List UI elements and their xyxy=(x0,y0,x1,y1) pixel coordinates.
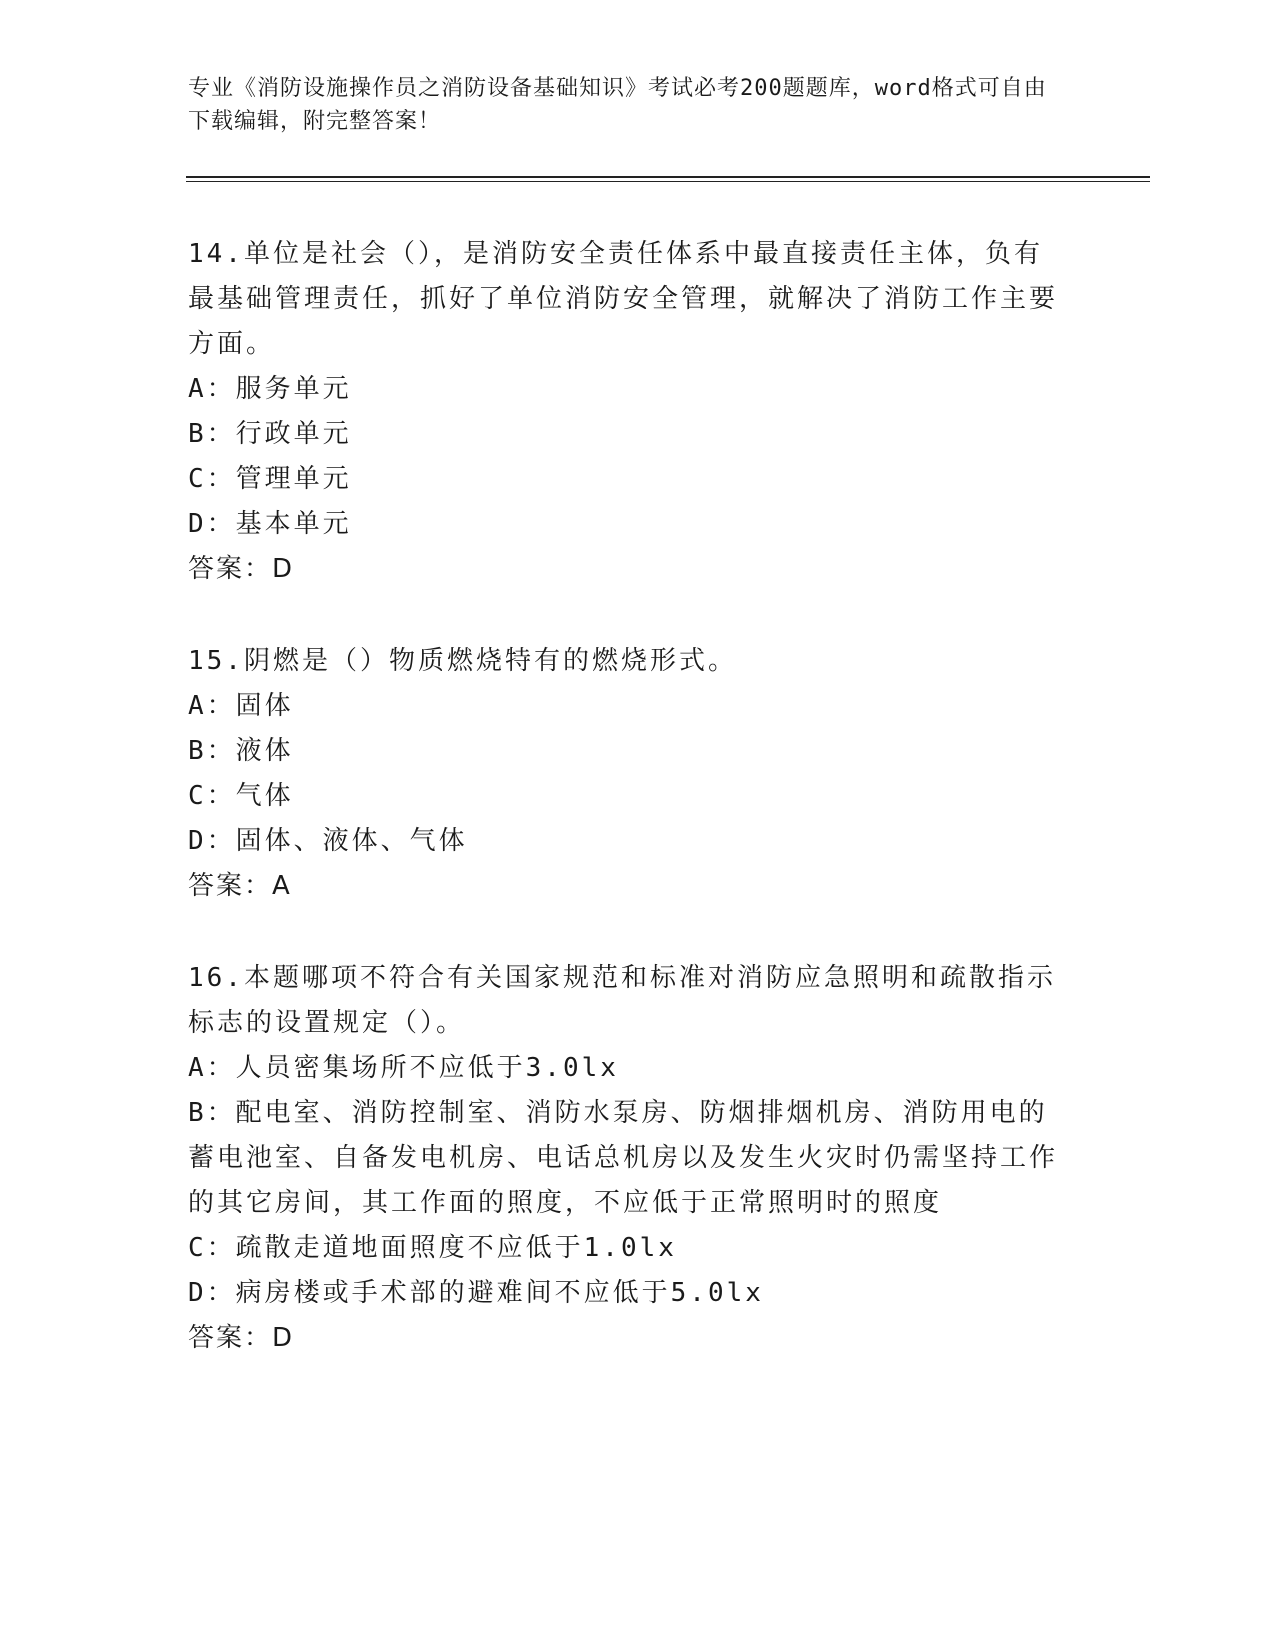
question-list xyxy=(188,232,1068,1408)
question-14 xyxy=(188,232,1068,592)
option-b: B：液体 xyxy=(188,736,294,766)
option-c: C：气体 xyxy=(188,781,294,811)
option-a: A：服务单元 xyxy=(188,374,352,404)
option-a: A：人员密集场所不应低于3.0lx xyxy=(188,1053,619,1083)
question-stem: 16.本题哪项不符合有关国家规范和标准对消防应急照明和疏散指示标志的设置规定（）。 xyxy=(188,963,1056,1038)
option-d: D：病房楼或手术部的避难间不应低于5.0lx xyxy=(188,1278,764,1308)
option-b: B：行政单元 xyxy=(188,419,352,449)
document-header: 专业《消防设施操作员之消防设备基础知识》考试必考200题题库，word格式可自由下载编辑，附完整答案！ xyxy=(188,76,1047,134)
option-b: B：配电室、消防控制室、消防水泵房、防烟排烟机房、消防用电的蓄电池室、自备发电机房、电话总机房以及发生火灾时仍需坚持工作的其它房间，其工作面的照度，不应低于正常照明时的照度 xyxy=(188,1098,1059,1218)
answer: 答案：D xyxy=(188,1323,295,1353)
header-divider-thin xyxy=(186,181,1150,182)
answer: 答案：A xyxy=(188,871,292,901)
question-stem: 14.单位是社会（），是消防安全责任体系中最直接责任主体，负有最基础管理责任，抓好了单位消防安全管理，就解决了消防工作主要方面。 xyxy=(188,239,1059,359)
answer: 答案：D xyxy=(188,554,295,584)
option-d: D：基本单元 xyxy=(188,509,352,539)
question-15 xyxy=(188,639,1068,909)
option-c: C：疏散走道地面照度不应低于1.0lx xyxy=(188,1233,677,1263)
option-d: D：固体、液体、气体 xyxy=(188,826,468,856)
option-c: C：管理单元 xyxy=(188,464,352,494)
header-divider-thick xyxy=(186,176,1150,178)
option-a: A：固体 xyxy=(188,691,294,721)
question-16 xyxy=(188,956,1068,1361)
question-stem: 15.阴燃是（）物质燃烧特有的燃烧形式。 xyxy=(188,646,737,676)
